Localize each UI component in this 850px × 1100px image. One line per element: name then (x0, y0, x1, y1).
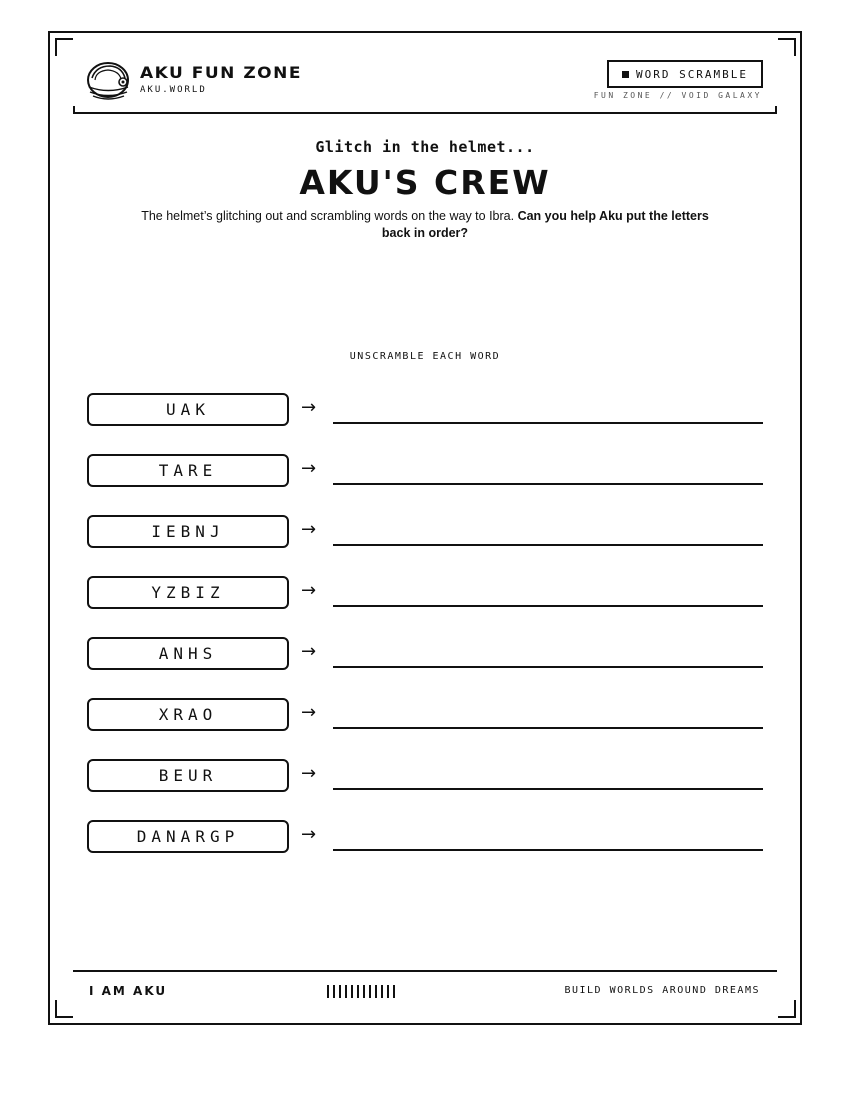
intro-bold-text: Can you help Aku put the letters back in order? (381, 209, 709, 240)
scramble-row-4 (87, 576, 763, 609)
answer-line[interactable] (333, 605, 763, 607)
header-divider-tick-right (775, 106, 777, 114)
badge-label: WORD SCRAMBLE (635, 67, 749, 81)
answer-line[interactable] (333, 544, 763, 546)
scrambled-word-box: XRAO (87, 698, 289, 731)
corner-mark-top-right (778, 38, 796, 56)
badge-subtitle: FUN ZONE // VOID GALAXY (593, 91, 762, 100)
corner-mark-bottom-left (55, 1000, 73, 1018)
scramble-row-2 (87, 454, 763, 487)
corner-mark-bottom-right (778, 1000, 796, 1018)
scrambled-word-box: TARE (87, 454, 289, 487)
scramble-row-1 (87, 393, 763, 426)
scramble-row-3 (87, 515, 763, 548)
instruction-label: UNSCRAMBLE EACH WORD (349, 351, 501, 362)
right-arrow-icon: → (301, 702, 317, 723)
right-arrow-icon: → (301, 580, 317, 601)
scrambled-word-box: ANHS (87, 637, 289, 670)
scrambled-word-box: DANARGP (87, 820, 289, 853)
corner-mark-top-left (55, 38, 73, 56)
astronaut-helmet-icon (86, 60, 132, 102)
scrambled-word-box: BEUR (87, 759, 289, 792)
right-arrow-icon: → (301, 519, 317, 540)
right-arrow-icon: → (301, 763, 317, 784)
intro-plain-text: The helmet’s glitching out and scrambling words on the way to Ibra. (141, 209, 518, 223)
answer-line[interactable] (333, 788, 763, 790)
answer-line[interactable] (333, 422, 763, 424)
footer-divider (73, 970, 777, 972)
scramble-row-5 (87, 637, 763, 670)
header-divider-tick-left (73, 106, 75, 114)
header-divider (73, 112, 777, 114)
brand-name: AKU FUN ZONE (140, 63, 302, 83)
right-arrow-icon: → (301, 641, 317, 662)
scrambled-word-box: UAK (87, 393, 289, 426)
scrambled-word-box: YZBIZ (87, 576, 289, 609)
kicker-text: Glitch in the helmet... (315, 138, 535, 156)
right-arrow-icon: → (301, 397, 317, 418)
square-bullet-icon (622, 71, 629, 78)
answer-line[interactable] (333, 849, 763, 851)
answer-line[interactable] (333, 727, 763, 729)
right-arrow-icon: → (301, 824, 317, 845)
right-arrow-icon: → (301, 458, 317, 479)
barcode-icon (327, 985, 395, 998)
scrambled-word-box: IEBNJ (87, 515, 289, 548)
answer-line[interactable] (333, 666, 763, 668)
worksheet-type-badge (607, 60, 763, 88)
brand-url: AKU.WORLD (140, 85, 207, 95)
footer-tagline-right: BUILD WORLDS AROUND DREAMS (564, 985, 760, 996)
scramble-row-7 (87, 759, 763, 792)
footer-tagline-left: I AM AKU (89, 984, 168, 998)
page-title: AKU'S CREW (299, 163, 551, 202)
scramble-row-8 (87, 820, 763, 853)
scramble-row-6 (87, 698, 763, 731)
intro-paragraph (130, 208, 720, 242)
answer-line[interactable] (333, 483, 763, 485)
